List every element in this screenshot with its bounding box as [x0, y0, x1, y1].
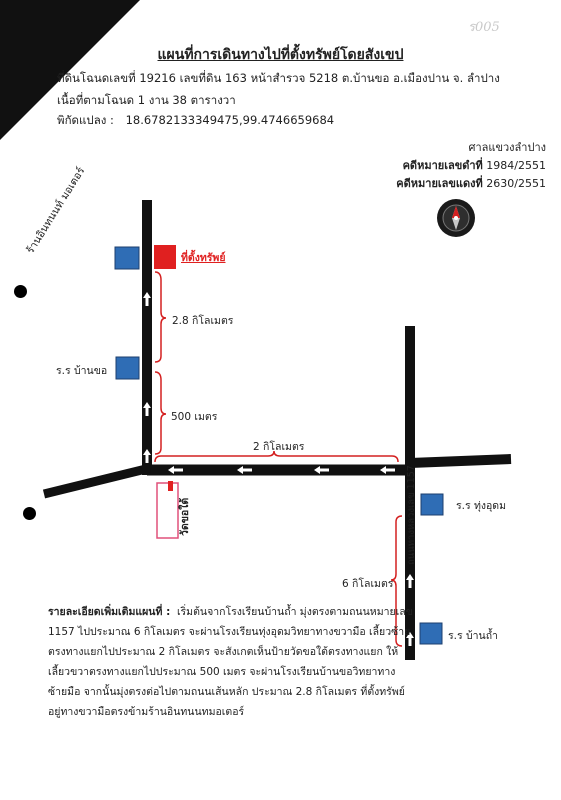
- area-info-line: เนื้อที่ตามโฉนด 1 งาน 38 ตารางวา: [57, 93, 236, 107]
- school-banko-label: ร.ร บ้านขอ: [56, 365, 108, 377]
- red-case-value: 2630/2551: [486, 177, 546, 190]
- coordinates-value: 18.6782133349475,99.4746659684: [125, 113, 335, 127]
- distance-6km-label: 6 กิโลเมตร: [342, 578, 394, 590]
- black-case-label: คดีหมายเลขดำที่: [402, 159, 483, 172]
- road-west-branch: [44, 468, 150, 494]
- description-label: รายละเอียดเพิ่มเติมแผนที่ :: [48, 606, 171, 618]
- page-title: แผนที่การเดินทางไปที่ตั้งทรัพย์โดยสังเขป: [157, 47, 404, 63]
- temple-label: วัดขอใต้: [179, 497, 191, 536]
- page-number: ร005: [468, 20, 500, 35]
- temple-sign: [157, 483, 178, 538]
- bracket-28km: [155, 272, 166, 362]
- distance-28km-label: 2.8 กิโลเมตร: [172, 315, 234, 327]
- description-line-4: เลี้ยวขวาตรงทางแยกไปประมาณ 500 เมตร จะผ่านโรงเรียนบ้านขอวิทยาทาง: [48, 666, 396, 678]
- school-tungudom-label: ร.ร ทุ่งอุดม: [456, 500, 507, 512]
- red-case-label: คดีหมายเลขแดงที่: [396, 177, 483, 190]
- route-description: [48, 602, 468, 722]
- coordinates-label: พิกัดแปลง :: [57, 113, 114, 127]
- compass-icon: [437, 199, 475, 237]
- shop-building: [115, 247, 139, 269]
- black-case-value: 1984/2551: [486, 159, 546, 172]
- description-line-3: ตรงทางแยกไปประมาณ 2 กิโลเมตร จะสังเกตเห็นป้ายวัดขอใต้ตรงทางแยก ให้: [48, 646, 399, 658]
- school-banko-building: [116, 357, 139, 379]
- temple-sign-post: [168, 481, 173, 491]
- court-name: ศาลแขวงลำปาง: [468, 141, 546, 154]
- description-line-5: ซ้ายมือ จากนั้นมุ่งตรงต่อไปตามถนนเส้นหลัก ประมาณ 2.8 กิโลเมตร ที่ตั้งทรัพย์: [48, 686, 405, 698]
- deed-info-line: ที่ดินโฉนดเลขที่ 19216 เลขที่ดิน 163 หน้าสำรวจ 5218 ต.บ้านขอ อ.เมืองปาน จ. ลำปาง: [57, 71, 500, 85]
- distance-2km-label: 2 กิโลเมตร: [253, 441, 305, 453]
- property-marker: [154, 245, 176, 269]
- description-text: เริ่มต้นจากโรงเรียนบ้านถ้ำ มุ่งตรงตามถนนหมายเลข: [176, 606, 413, 618]
- roads: [44, 200, 511, 660]
- school-banthum-label: ร.ร บ้านถ้ำ: [448, 630, 498, 642]
- road-east-branch: [410, 459, 511, 463]
- property-label: ที่ตั้งทรัพย์: [181, 252, 226, 264]
- description-line-6: อยู่ทางขวามือตรงข้ามร้านอินทนนทมอเตอร์: [48, 706, 245, 718]
- description-line-1: [48, 602, 468, 622]
- shop-label: ร้านอินทนนท์ มอเตอร์: [24, 165, 88, 256]
- school-tungudom-building: [421, 494, 443, 515]
- road-1157-label: ถนนทางหลวงเลข 1157: [406, 465, 417, 565]
- description-line-2: 1157 ไปประมาณ 6 กิโลเมตร จะผ่านโรงเรียนทุ่งอุดมวิทยาทางขวามือ เลี้ยวซ้าย: [48, 626, 411, 638]
- distance-500m-label: 500 เมตร: [171, 411, 218, 423]
- bracket-500m: [155, 372, 166, 454]
